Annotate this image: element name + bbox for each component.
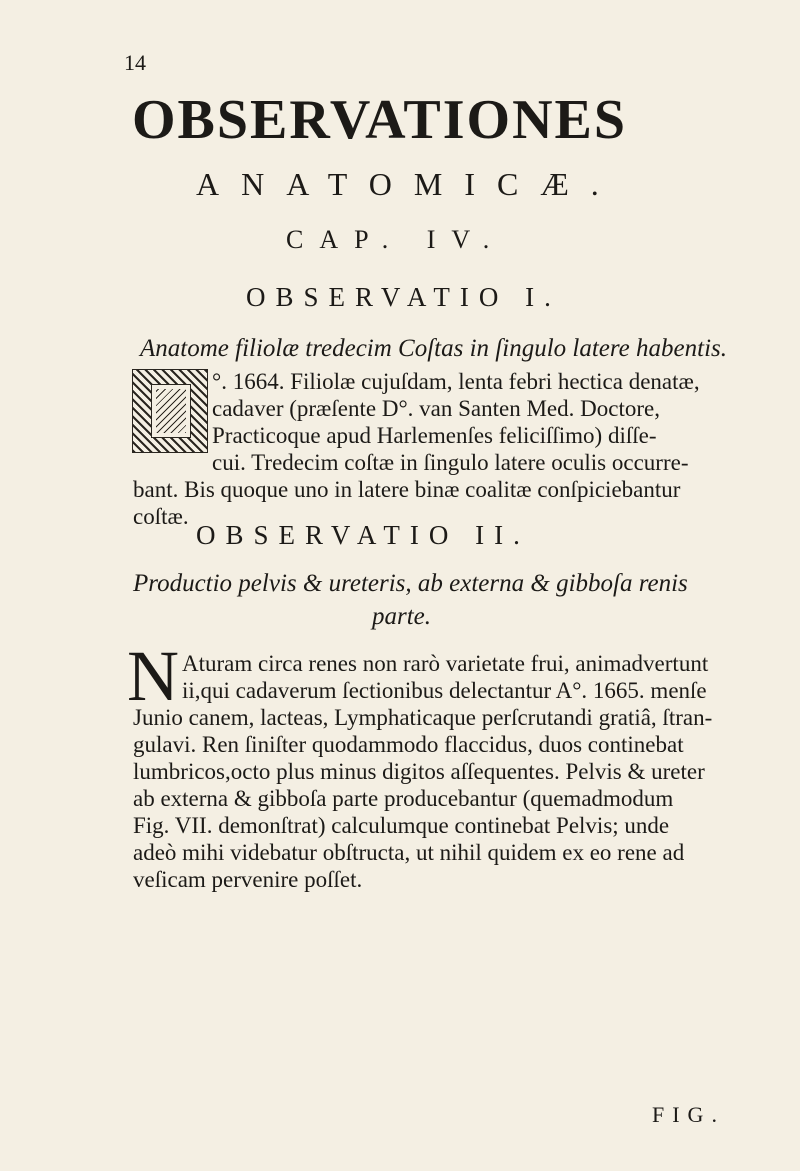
body-line: Practicoque apud Harlemenſes feliciſſimo) diſſe- (212, 423, 657, 448)
ornamental-initial-image (132, 369, 208, 453)
body-line: cui. Tredecim coſtæ in ſingulo latere oculis occurre- (212, 450, 689, 475)
body-line: Fig. VII. demonſtrat) calculumque continebat Pelvis; unde (133, 813, 670, 838)
page-number: 14 (124, 50, 146, 75)
page-title: OBSERVATIONES (132, 89, 628, 151)
observatio-2-subtitle-cont: parte. (372, 603, 432, 630)
body-line: cadaver (præſente D°. van Santen Med. Doctore, (212, 396, 660, 421)
body-line: bant. Bis quoque uno in latere binæ coalitæ conſpiciebantur (133, 477, 681, 502)
catchword: FIG. (652, 1102, 725, 1127)
body-line: coſtæ. (133, 504, 189, 529)
body-line: adeò mihi videbatur obſtructa, ut nihil quidem ex eo rene ad (133, 840, 685, 865)
observatio-2-heading: OBSERVATIO II. (196, 520, 530, 550)
body-line: lumbricos,octo plus minus digitos aſſequentes. Pelvis & ureter (133, 759, 705, 784)
observatio-2-subtitle: Productio pelvis & ureteris, ab externa & gibboſa renis (133, 570, 688, 597)
body-line: veſicam pervenire poſſet. (133, 867, 363, 892)
observatio-1-heading: OBSERVATIO I. (246, 282, 561, 312)
body-line: ab externa & gibboſa parte producebantur (quemadmodum (133, 786, 674, 811)
page-subtitle: ANATOMICÆ. (196, 166, 621, 202)
body-line: °. 1664. Filiolæ cujuſdam, lenta febri hectica denatæ, (212, 369, 700, 394)
body-line: gulavi. Ren ſiniſter quodammodo flaccidus, duos continebat (133, 732, 684, 757)
observatio-1-subtitle: Anatome filiolæ tredecim Coſtas in ſingulo latere habentis. (140, 335, 727, 362)
body-line: Junio canem, lacteas, Lymphaticaque perſcrutandi gratiâ, ſtran- (133, 705, 713, 730)
chapter-heading: CAP. IV. (286, 225, 506, 254)
body-line: Aturam circa renes non rarò varietate frui, animadvertunt (182, 651, 709, 676)
drop-cap-letter: N (127, 636, 179, 716)
body-line: ii,qui cadaverum ſectionibus delectantur A°. 1665. menſe (182, 678, 707, 703)
ornament-center (151, 384, 191, 438)
